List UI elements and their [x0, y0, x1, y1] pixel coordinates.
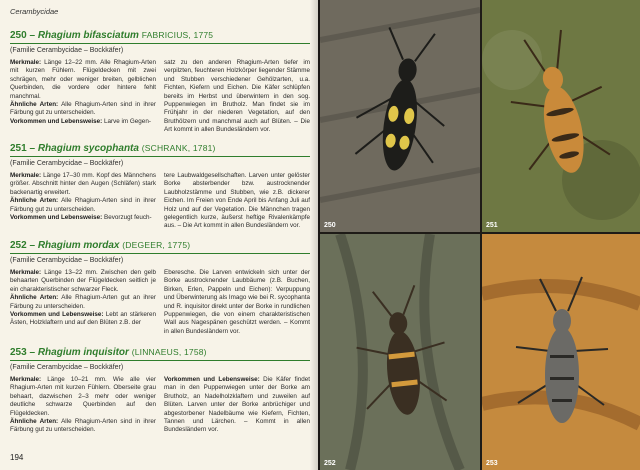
- species-author: (SCHRANK, 1781): [141, 143, 216, 153]
- paragraph: tere Laubwaldgesellschaften. Larven unter gelöster Borke absterbender bzw. austrocknender Laubholzstämme und Stubben, wie z.B. dickerer Eichen. Im Freien von Ende April bis Anfang Juli auf Holz und auf der Vegetation. Die Männchen tragen gelegentlich kurze, äußerst heftige Rivalenkämpfe aus. – Die Art kommt in allen Bundesländern vor.: [164, 172, 310, 230]
- paragraph: Merkmale: Länge 13–22 mm. Zwischen den gelb behaarten Querbinden der Flügeldecken seitlich je ein charakteristischer schwarzer Fleck.: [10, 269, 156, 293]
- entry-number: 253: [10, 347, 27, 358]
- species-author: (DEGEER, 1775): [122, 240, 191, 250]
- paragraph: Merkmale: Länge 17–30 mm. Kopf des Männchens größer. Abschnitt hinter den Augen (Schläfen) stark backenartig erweitert.: [10, 172, 156, 196]
- paragraph: Eberesche. Die Larven entwickeln sich unter der Borke austrocknender Laubbäume (z.B. Buchen, Birken, Erlen, Pappeln und Eichen): Verpuppung und Überwinterung als Imago wie bei R. sycophanta und R. inquisitor direkt unter der Borke in rundlichen Puppenwiegen, die von einem charakteristischen Wall aus Nagespänen geschützt werden. – Kommt in allen Bundesländern vor.: [164, 269, 310, 335]
- species-entry: [10, 239, 310, 336]
- page-number: 194: [10, 453, 24, 462]
- text-column-left: [10, 59, 156, 135]
- beetle-photo-image: [320, 234, 480, 470]
- text-column-right: [164, 376, 310, 435]
- photo-label: 251: [486, 222, 498, 229]
- family-line: (Familie Cerambycidae – Bockkäfer): [10, 160, 124, 167]
- beetle-photo-252: [320, 234, 480, 470]
- title-rule: [10, 43, 310, 44]
- beetle-photo-image: [482, 234, 640, 470]
- species-entry: [10, 142, 310, 231]
- photo-label: 252: [324, 460, 336, 467]
- species-author: FABRICIUS, 1775: [141, 30, 214, 40]
- beetle-photo-251: [482, 0, 640, 232]
- species-name: Rhagium mordax: [37, 240, 120, 251]
- species-author: (LINNAEUS, 1758): [131, 347, 207, 357]
- species-entry: [10, 29, 310, 135]
- entry-title: 252 – Rhagium mordax (DEGEER, 1775): [10, 240, 191, 251]
- text-column-right: [164, 172, 310, 231]
- photo-label: 250: [324, 222, 336, 229]
- paragraph: Merkmale: Länge 12–22 mm. Alle Rhagium-Arten mit kurzen Fühlern. Flügeldecken mit zwei schrägen, mehr oder weniger breiten, gelblichen Querbinden, die vordere oder hintere fehlt manchmal.: [10, 59, 156, 100]
- species-name: Rhagium inquisitor: [37, 347, 129, 358]
- text-page: [0, 0, 318, 470]
- title-rule: [10, 360, 310, 361]
- text-column-right: [164, 59, 310, 135]
- paragraph: Ähnliche Arten: Alle Rhagium-Arten sind in ihrer Färbung gut zu unterscheiden.: [10, 101, 156, 117]
- paragraph: Vorkommen und Lebensweise: Lebt an stärkeren Ästen, Holzklaftern und auf den Blüten z.B. der: [10, 311, 156, 327]
- paragraph: Ähnliche Arten: Alle Rhagium-Arten sind in ihrer Färbung gut zu unterscheiden.: [10, 418, 156, 434]
- family-line: (Familie Cerambycidae – Bockkäfer): [10, 364, 124, 371]
- entry-number: 251: [10, 143, 27, 154]
- species-entry: [10, 346, 310, 435]
- text-column-left: [10, 376, 156, 435]
- species-name: Rhagium sycophanta: [37, 143, 139, 154]
- entry-title: 251 – Rhagium sycophanta (SCHRANK, 1781): [10, 143, 216, 154]
- paragraph: satz zu den anderen Rhagium-Arten tiefer im verpilzten, feuchteren Holzkörper liegender Stämme und Stubben verschiedener Gehölzarten, u.a. Fichten, Kiefern und Eichen. Die Käfer schlüpfen bereits im Herbst und überwintern in den sog. Puppenwiegen im Brutholz. Man findet sie im Frühjahr in der niederen Vegetation, auf den Bruthölzern und manchmal auch auf Blüten. – Die Art kommt in allen Bundesländern vor.: [164, 59, 310, 134]
- beetle-photo-image: [482, 0, 640, 232]
- text-column-left: [10, 172, 156, 231]
- paragraph: Ähnliche Arten: Alle Rhagium-Arten gut an ihrer Färbung zu unterscheiden.: [10, 294, 156, 310]
- text-column-left: [10, 269, 156, 336]
- beetle-photo-250: [320, 0, 480, 232]
- paragraph: Vorkommen und Lebensweise: Larve im Gegen-: [10, 117, 151, 125]
- paragraph: Ähnliche Arten: Alle Rhagium-Arten sind in ihrer Färbung gut zu unterscheiden.: [10, 197, 156, 213]
- entry-number: 250: [10, 30, 27, 41]
- paragraph: Merkmale: Länge 10–21 mm. Wie alle vier Rhagium-Arten mit kurzen Fühlern. Oberseite grau behaart, dazwischen 2–3 mehr oder weniger deutliche schwarze Querbinden auf den Flügeldecken.: [10, 376, 156, 417]
- species-name: Rhagium bifasciatum: [37, 30, 139, 41]
- entry-title: 253 – Rhagium inquisitor (LINNAEUS, 1758): [10, 347, 207, 358]
- title-rule: [10, 156, 310, 157]
- paragraph: Vorkommen und Lebensweise: Die Käfer findet man in den Puppenwiegen unter der Borke am Brutholz, an Nadelholzklaftern und zuweilen auf Blüten. Larven unter der Borke anbrüchiger und abgestorbener Nadelbäume wie Kiefern, Fichten, Tannen und Lärchen. – Kommt in allen Bundesländern vor.: [164, 376, 311, 434]
- family-line: (Familie Cerambycidae – Bockkäfer): [10, 257, 124, 264]
- running-head: Cerambycidae: [10, 7, 59, 16]
- family-line: (Familie Cerambycidae – Bockkäfer): [10, 47, 124, 54]
- photo-label: 253: [486, 460, 498, 467]
- entry-title: 250 – Rhagium bifasciatum FABRICIUS, 1775: [10, 30, 214, 41]
- text-column-right: [164, 269, 310, 336]
- title-rule: [10, 253, 310, 254]
- beetle-photo-image: [320, 0, 480, 232]
- book-gutter: [310, 0, 320, 470]
- entry-number: 252: [10, 240, 27, 251]
- beetle-photo-253: [482, 234, 640, 470]
- paragraph: Vorkommen und Lebensweise: Bevorzugt feuch-: [10, 214, 152, 222]
